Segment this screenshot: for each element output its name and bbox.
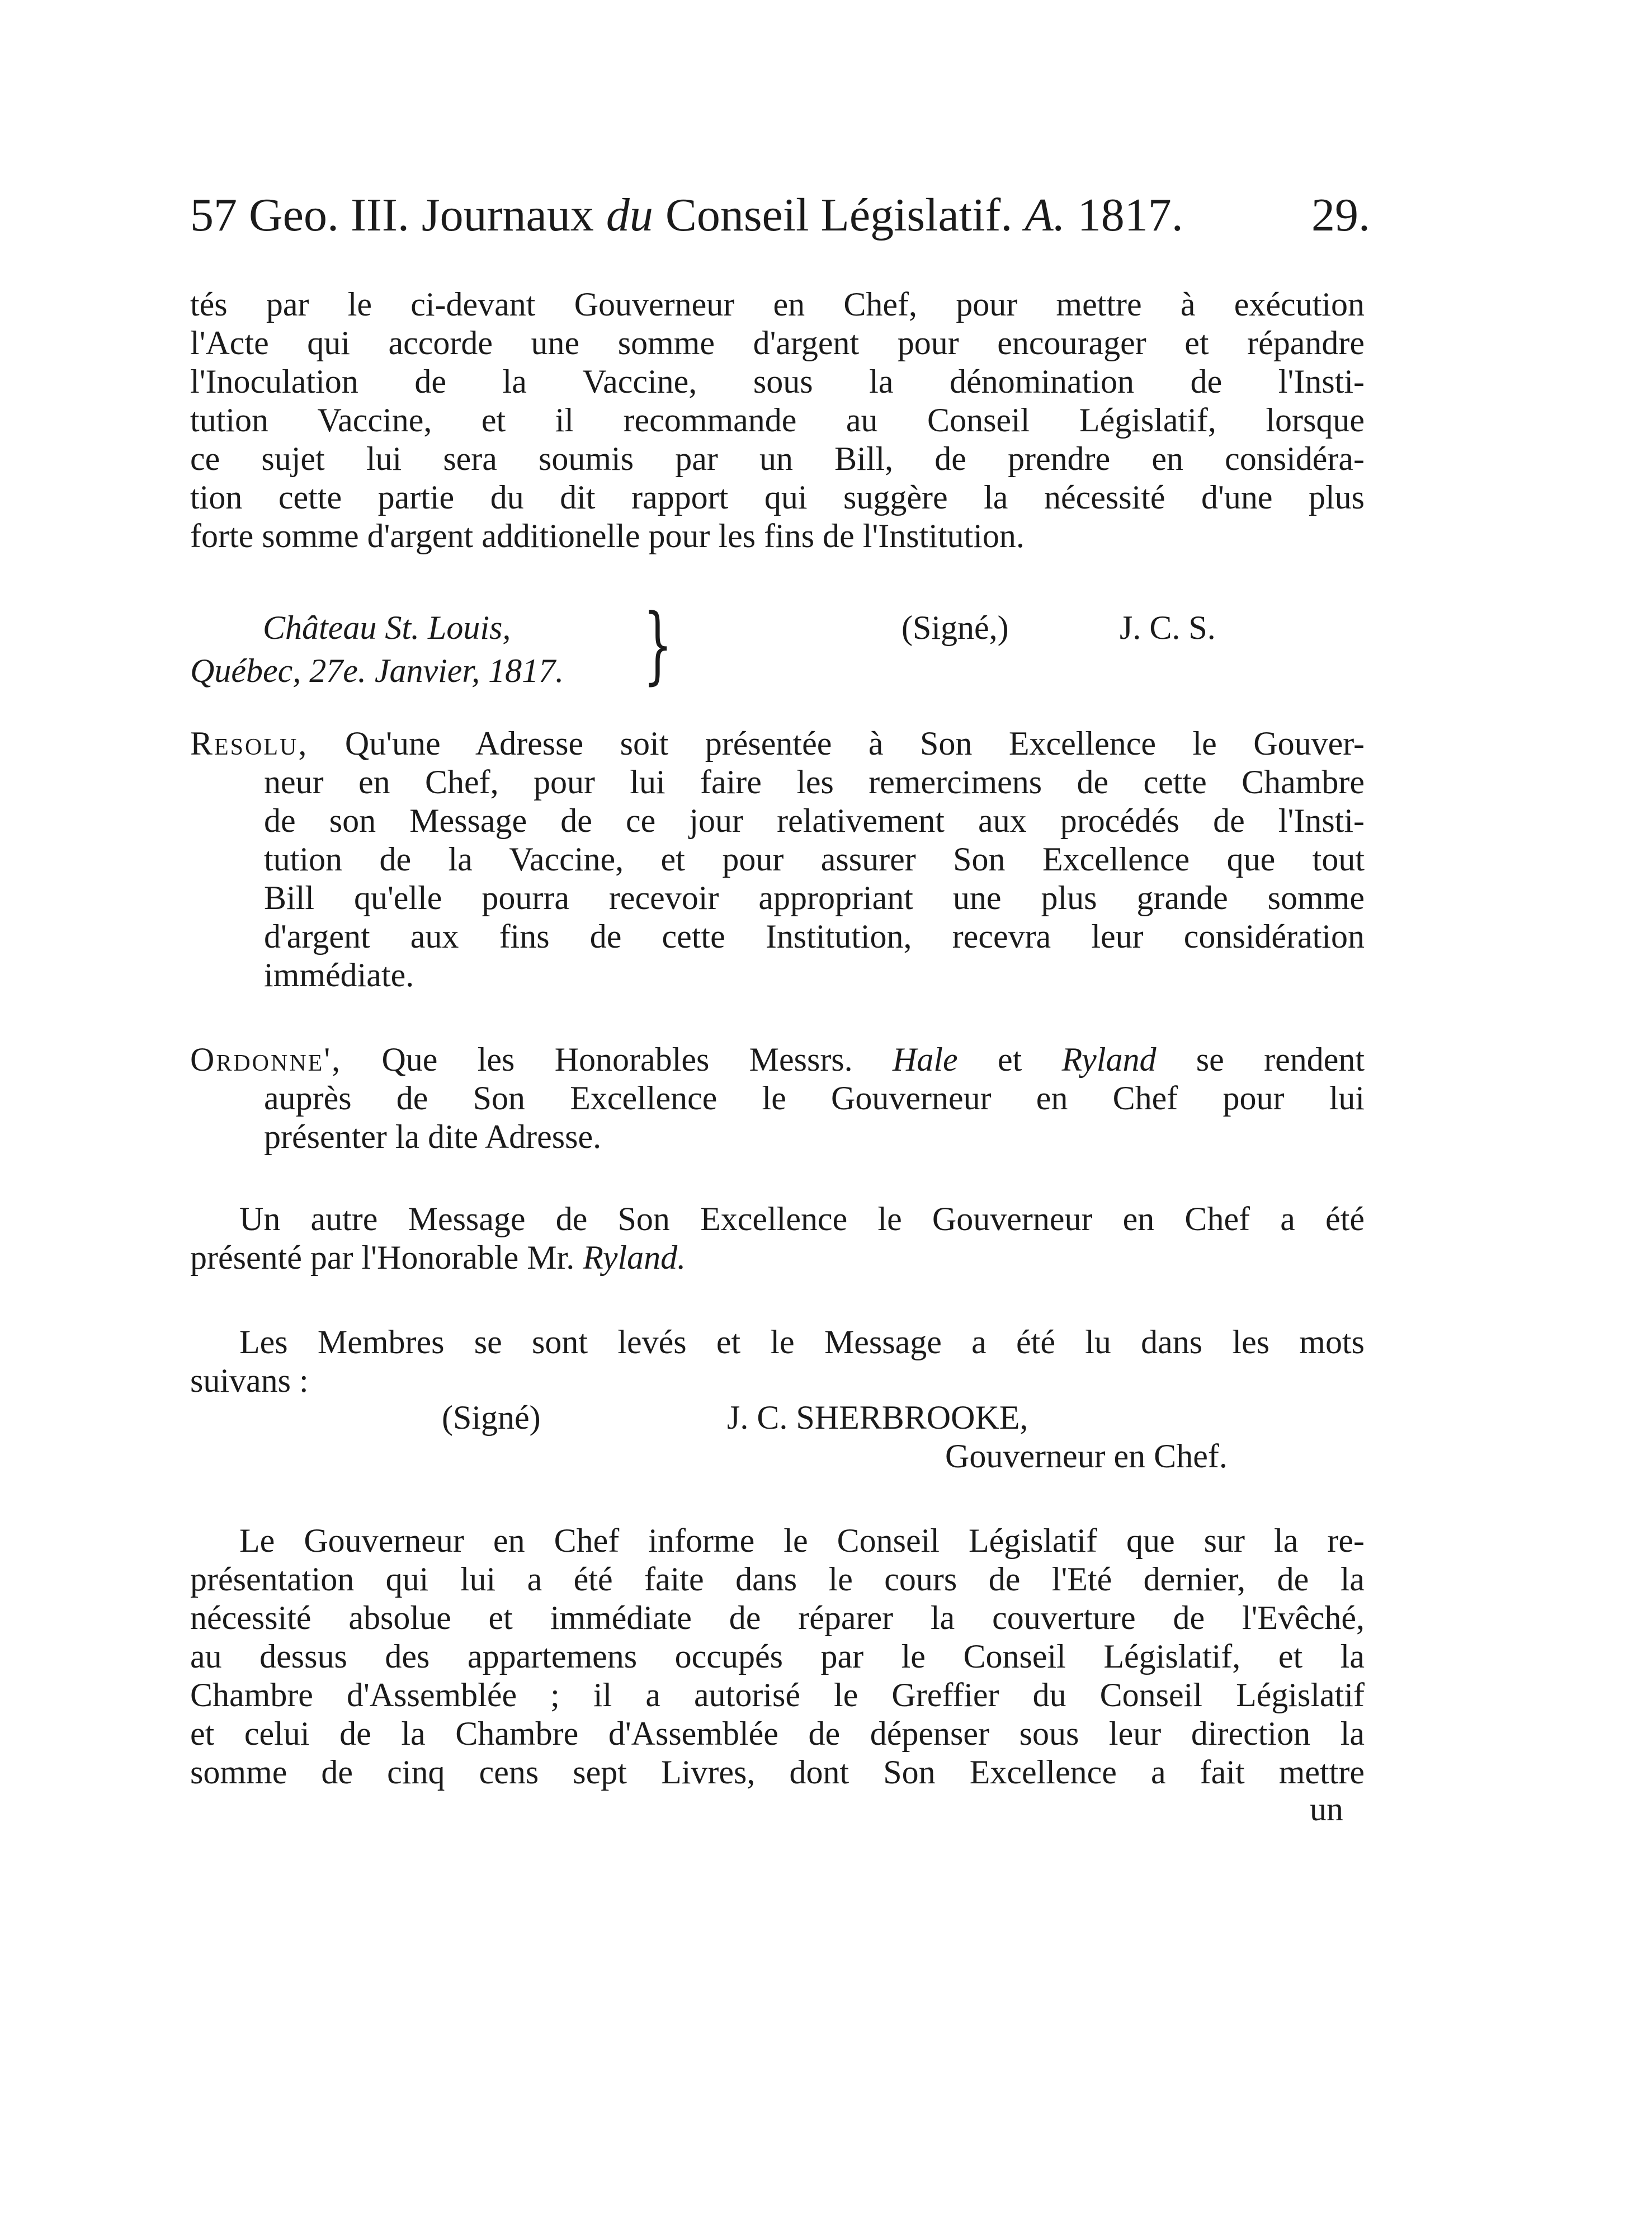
page-number: 29. xyxy=(1311,189,1370,241)
text-line: tés par le ci-devant Gouverneur en Chef, pour mettre à exécution xyxy=(190,286,1365,323)
header-journal: Journaux xyxy=(421,189,594,241)
text-line: immédiate. xyxy=(264,957,414,993)
signed-label-2: (Signé) xyxy=(442,1399,541,1436)
paragraph-membres xyxy=(190,1323,1365,1400)
header-volume: 57 Geo. III. xyxy=(190,189,409,241)
text-line: nécessité absolue et immédiate de réparer la couverture de l'Evêché, xyxy=(190,1599,1365,1636)
ordonne-label: Ordonne', xyxy=(190,1041,342,1078)
text-line: d'argent aux fins de cette Institution, recevra leur considération xyxy=(264,918,1365,955)
header-anno: A. xyxy=(1025,189,1065,241)
paragraph-message xyxy=(190,1200,1365,1277)
signature-sherbrooke: J. C. SHERBROOKE, xyxy=(727,1399,1028,1436)
header-council: Conseil Législatif. xyxy=(665,189,1013,241)
text-line: tion cette partie du dit rapport qui suggère la nécessité d'une plus xyxy=(190,479,1365,516)
signed-label: (Signé,) xyxy=(901,609,1009,646)
paragraph-governor-informs xyxy=(190,1522,1365,1792)
dateline-date: Québec, 27e. Janvier, 1817. xyxy=(190,652,564,689)
text-line: de son Message de ce jour relativement aux procédés de l'Insti- xyxy=(264,802,1365,839)
text-line: présenter la dite Adresse. xyxy=(264,1118,602,1155)
text-line: présentation qui lui a été faite dans le cours de l'Eté dernier, de la xyxy=(190,1561,1365,1598)
text-line: Bill qu'elle pourra recevoir appropriant une plus grande somme xyxy=(264,879,1365,916)
text-line: Un autre Message de Son Excellence le Gouverneur en Chef a été xyxy=(239,1200,1365,1237)
text-line: Resolu, Qu'une Adresse soit présentée à Son Excellence le Gouver- xyxy=(190,725,1365,762)
header-year: 1817. xyxy=(1077,189,1183,241)
text-line: Les Membres se sont levés et le Message a été lu dans les mots xyxy=(239,1324,1365,1360)
text-line: et celui de la Chambre d'Assemblée de dépenser sous leur direction la xyxy=(190,1715,1365,1752)
text-line: forte somme d'argent additionelle pour les fins de l'Institution. xyxy=(190,517,1025,554)
text-line: Le Gouverneur en Chef informe le Conseil Législatif que sur la re- xyxy=(239,1522,1365,1559)
text-line: au dessus des appartemens occupés par le Conseil Législatif, et la xyxy=(190,1638,1365,1675)
text-line: l'Inoculation de la Vaccine, sous la dénomination de l'Insti- xyxy=(190,363,1365,400)
brace-glyph: } xyxy=(643,596,673,694)
text-line: Chambre d'Assemblée ; il a autorisé le Greffier du Conseil Législatif xyxy=(190,1677,1365,1713)
signature-initials: J. C. S. xyxy=(1120,609,1216,646)
text-line: somme de cinq cens sept Livres, dont Son Excellence a fait mettre xyxy=(190,1754,1365,1791)
running-header xyxy=(190,179,1370,252)
text-line: Ordonne', Que les Honorables Messrs. Hale et Ryland se rendent xyxy=(190,1041,1365,1078)
resolu-label: Resolu, xyxy=(190,725,309,762)
catchword: un xyxy=(1310,1791,1343,1828)
text-line: tution de la Vaccine, et pour assurer Son Excellence que tout xyxy=(264,841,1365,878)
header-journal-du: du xyxy=(606,189,653,241)
dateline-place: Château St. Louis, xyxy=(263,609,511,646)
text-line: neur en Chef, pour lui faire les remercimens de cette Chambre xyxy=(264,764,1365,800)
text-line: suivans : xyxy=(190,1362,309,1399)
text-line: tution Vaccine, et il recommande au Conseil Législatif, lorsque xyxy=(190,402,1365,439)
paragraph-ordonne xyxy=(190,1040,1365,1156)
paragraph-vaccine-report xyxy=(190,285,1365,555)
text-line: ce sujet lui sera soumis par un Bill, de prendre en considéra- xyxy=(190,440,1365,477)
paragraph-resolu xyxy=(190,724,1365,995)
text-line: l'Acte qui accorde une somme d'argent pour encourager et répandre xyxy=(190,324,1365,361)
signature-title: Gouverneur en Chef. xyxy=(945,1438,1228,1475)
text-line: présenté par l'Honorable Mr. Ryland. xyxy=(190,1239,686,1276)
text-line: auprès de Son Excellence le Gouverneur en Chef pour lui xyxy=(264,1080,1365,1117)
